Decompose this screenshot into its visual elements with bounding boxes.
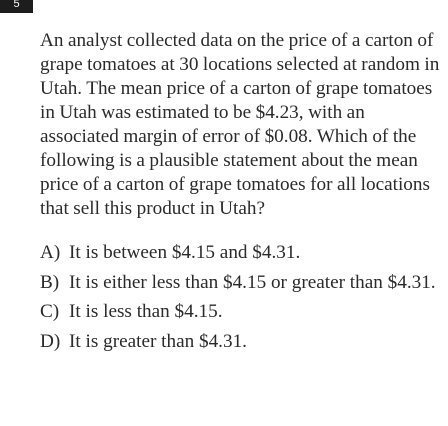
choice-d[interactable] bbox=[40, 330, 448, 360]
choice-letter: C) bbox=[40, 301, 60, 322]
question-number-badge: 5 bbox=[0, 0, 33, 13]
choice-letter: D) bbox=[40, 330, 61, 352]
choice-letter: A) bbox=[40, 242, 61, 263]
choice-text: It is less than $4.15. bbox=[69, 301, 223, 322]
choice-text: It is either less than $4.15 or greater than $4.31. bbox=[69, 271, 436, 293]
question-stem: An analyst collected data on the price of a carton of grape tomatoes at 30 locations selected at random in Utah. The mean price of a carton of grape tomatoes in Utah was estimated to be $4.23, with an associated margin of error of $0.08. Which of the following is a plausible statement about the mean price of a carton of grape tomatoes for all locations that sell this product in Utah? bbox=[40, 30, 440, 219]
choice-letter: B) bbox=[40, 271, 60, 293]
choice-c[interactable] bbox=[40, 300, 448, 330]
answer-choices bbox=[40, 241, 448, 359]
choice-text: It is between $4.15 and $4.31. bbox=[69, 242, 301, 263]
choice-text: It is greater than $4.31. bbox=[69, 330, 247, 352]
choice-b[interactable] bbox=[40, 271, 448, 301]
choice-a[interactable] bbox=[40, 241, 448, 271]
